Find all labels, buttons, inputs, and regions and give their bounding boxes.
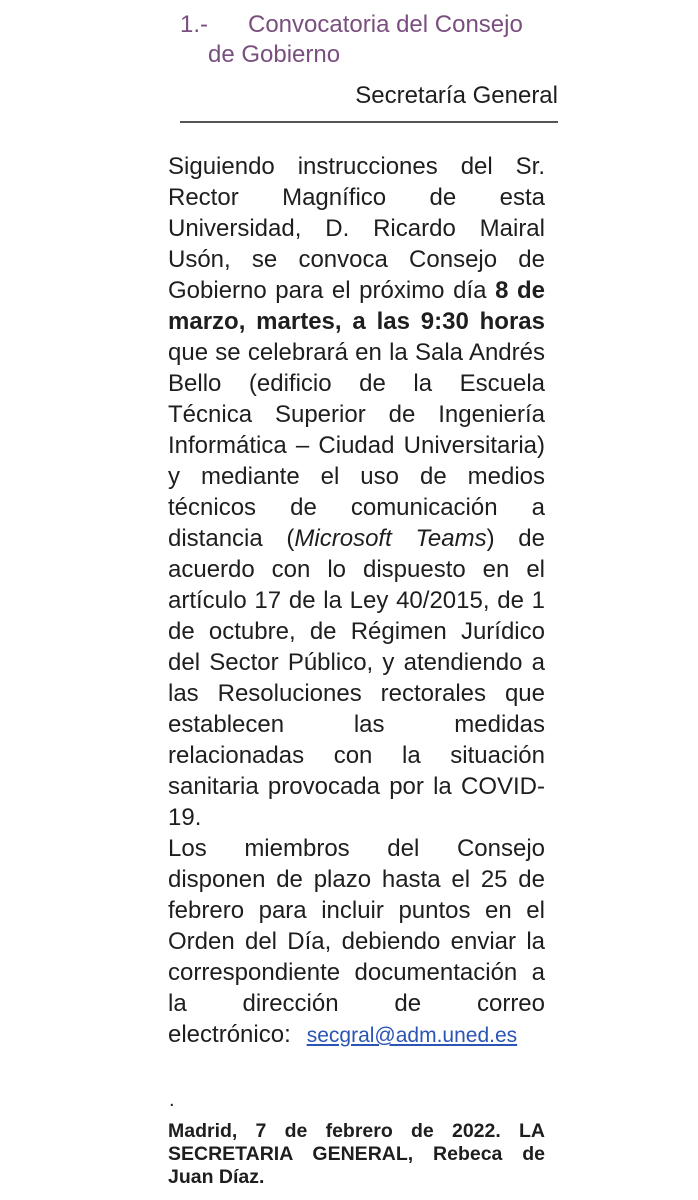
heading-title-part-2: de Gobierno <box>208 41 341 68</box>
meeting-date-time: 8 de marzo, martes, a las 9:30 horas <box>168 277 545 335</box>
paragraph-convocation <box>168 151 545 833</box>
heading-divider <box>180 121 558 123</box>
signature-block: Madrid, 7 de febrero de 2022. LA SECRETARIA GENERAL, Rebeca de Juan Díaz. <box>168 1120 545 1188</box>
paragraph-2-text: Los miembros del Consejo disponen de plazo hasta el 25 de febrero para incluir puntos en el Orden del Día, debiendo enviar la correspondiente documentación a la dirección de correo electrónico: <box>168 835 545 1048</box>
meeting-platform: Microsoft Teams <box>294 525 487 552</box>
document-heading <box>180 10 560 70</box>
paragraph-1-text-c: ) de acuerdo con lo dispuesto en el artículo 17 de la Ley 40/2015, de 1 de octubre, de Régimen Jurídico del Sector Público, y atendiendo a las Resoluciones rectorales que establecen las medidas relacionadas con la situación sanitaria provocada por la COVID-19. <box>168 525 545 831</box>
section-label: Secretaría General <box>355 82 558 109</box>
email-link[interactable]: secgral@adm.uned.es <box>306 1024 518 1047</box>
trailing-dot: . <box>169 1089 175 1111</box>
heading-line-1 <box>180 10 560 40</box>
heading-number: 1.- <box>180 11 209 38</box>
paragraph-agenda-deadline <box>168 833 545 1051</box>
paragraph-1-text-b: que se celebrará en la Sala Andrés Bello (edificio de la Escuela Técnica Superior de Ingeniería Informática – Ciudad Universitaria) y mediante el uso de medios técnicos de comunicación a distancia ( <box>168 339 545 552</box>
document-body <box>168 151 545 1051</box>
paragraph-1-text-a: Siguiendo instrucciones del Sr. Rector Magnífico de esta Universidad, D. Ricardo Mairal Usón, se convoca Consejo de Gobierno para el próximo día <box>168 153 545 304</box>
heading-title-part-1: Convocatoria del Consejo <box>248 11 523 38</box>
